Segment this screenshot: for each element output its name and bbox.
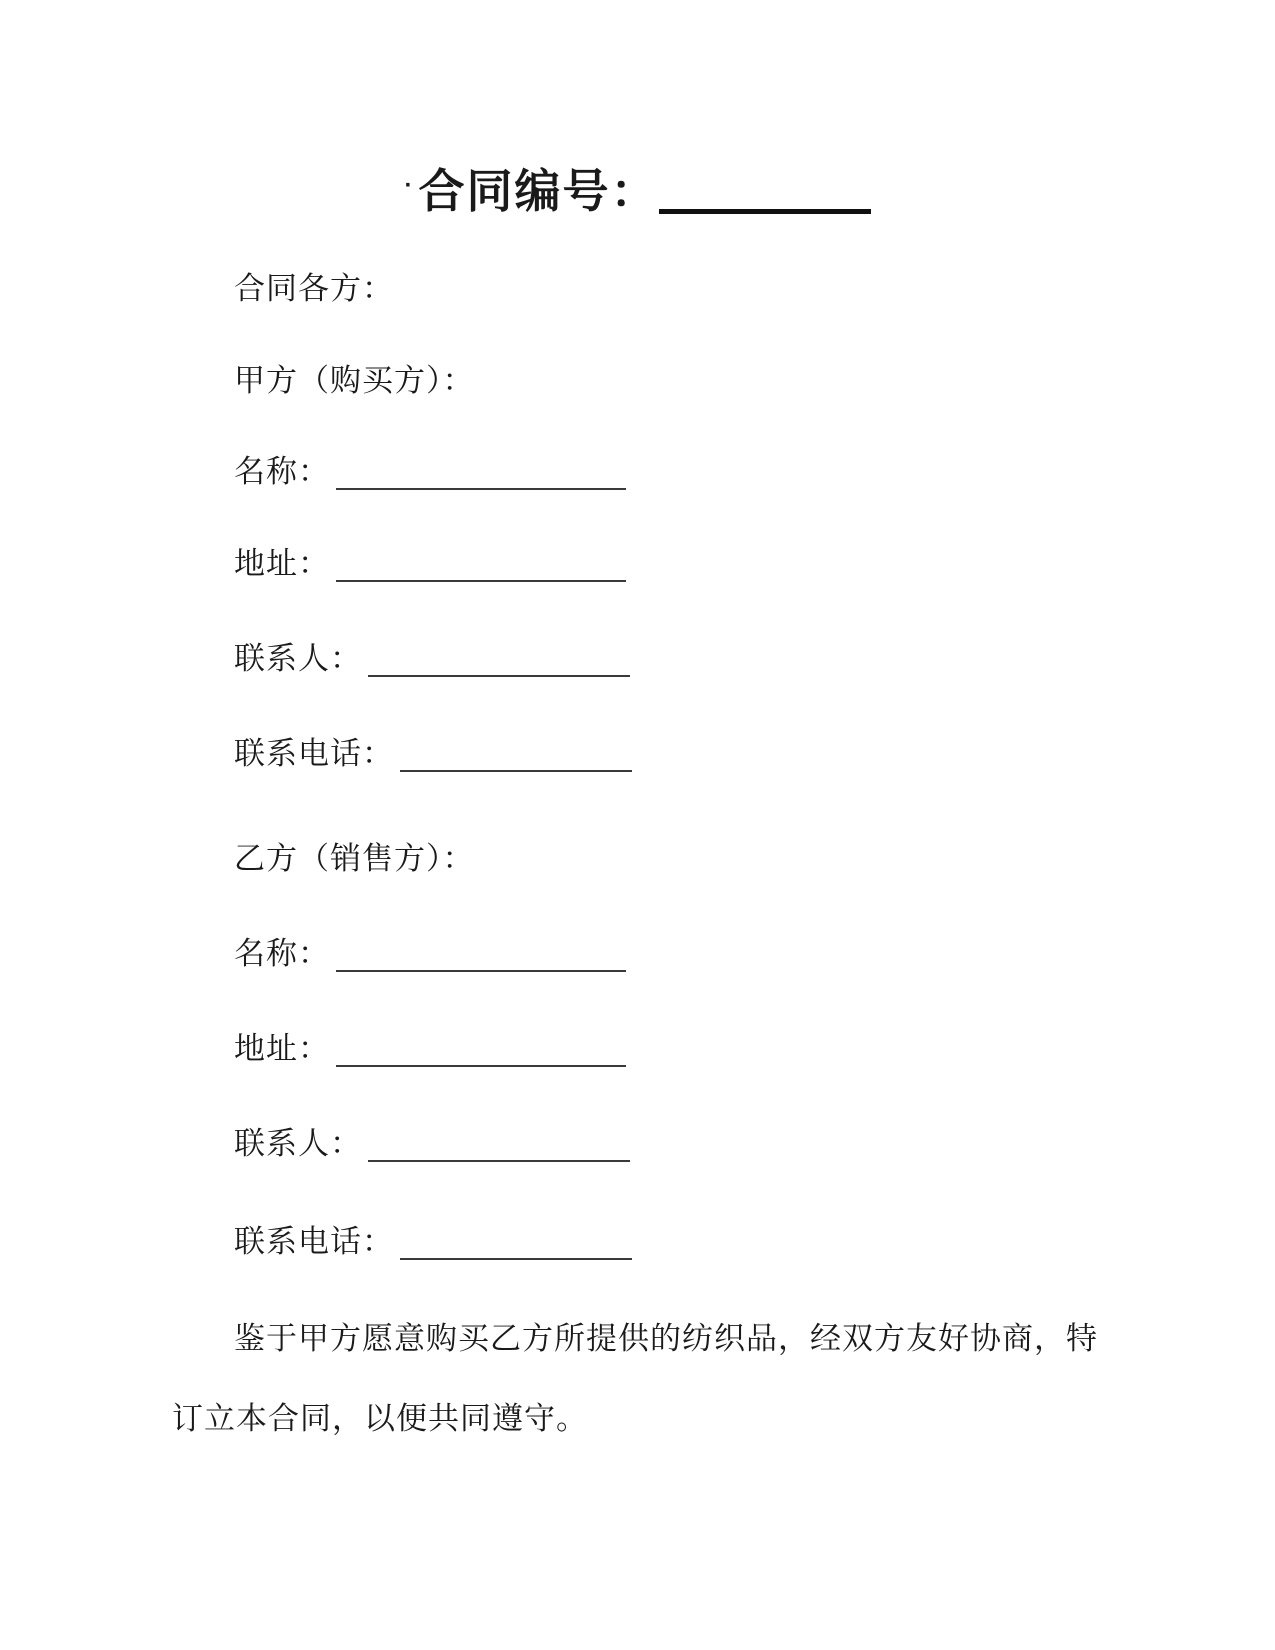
title-bullet-mark: · [404,172,415,199]
preamble-paragraph: 鉴于甲方愿意购买乙方所提供的纺织品，经双方友好协商，特订立本合同，以便共同遵守。 [172,1321,1098,1436]
party-b-contact-person-blank-line [368,1126,630,1162]
document-title [0,158,1275,219]
party-b-name-blank-line [336,936,626,972]
contract-number-blank-line [659,169,871,214]
party-a-name-field [172,452,1194,492]
party-a-contact-person-blank-line [368,641,630,677]
party-b-contact-person-label: 联系人： [234,1126,362,1161]
party-b-phone-blank-line [400,1224,632,1260]
party-a-address-label: 地址： [234,546,330,581]
party-a-phone-blank-line [400,736,632,772]
contract-number-label: 合同编号： [418,165,659,217]
party-a-heading [172,361,1194,401]
party-a-phone-field [172,734,1194,774]
party-b-name-label: 名称： [234,936,330,971]
party-b-heading-label: 乙方（销售方）： [234,841,475,876]
party-a-name-label: 名称： [234,454,330,489]
party-a-address-field [172,544,1194,584]
party-a-contact-person-label: 联系人： [234,641,362,676]
party-a-name-blank-line [336,454,626,490]
party-b-address-blank-line [336,1031,626,1067]
contract-parties-heading-label: 合同各方： [234,271,394,306]
party-a-heading-label: 甲方（购买方）： [234,363,475,398]
party-b-heading [172,839,1194,879]
party-b-phone-label: 联系电话： [234,1224,394,1259]
party-b-name-field [172,934,1194,974]
party-a-phone-label: 联系电话： [234,736,394,771]
party-a-address-blank-line [336,546,626,582]
party-a-contact-person-field [172,639,1194,679]
party-b-phone-field [172,1222,1194,1262]
contract-parties-heading [172,269,1194,309]
party-b-address-field [172,1029,1194,1069]
party-b-address-label: 地址： [234,1031,330,1066]
party-b-contact-person-field [172,1124,1194,1164]
